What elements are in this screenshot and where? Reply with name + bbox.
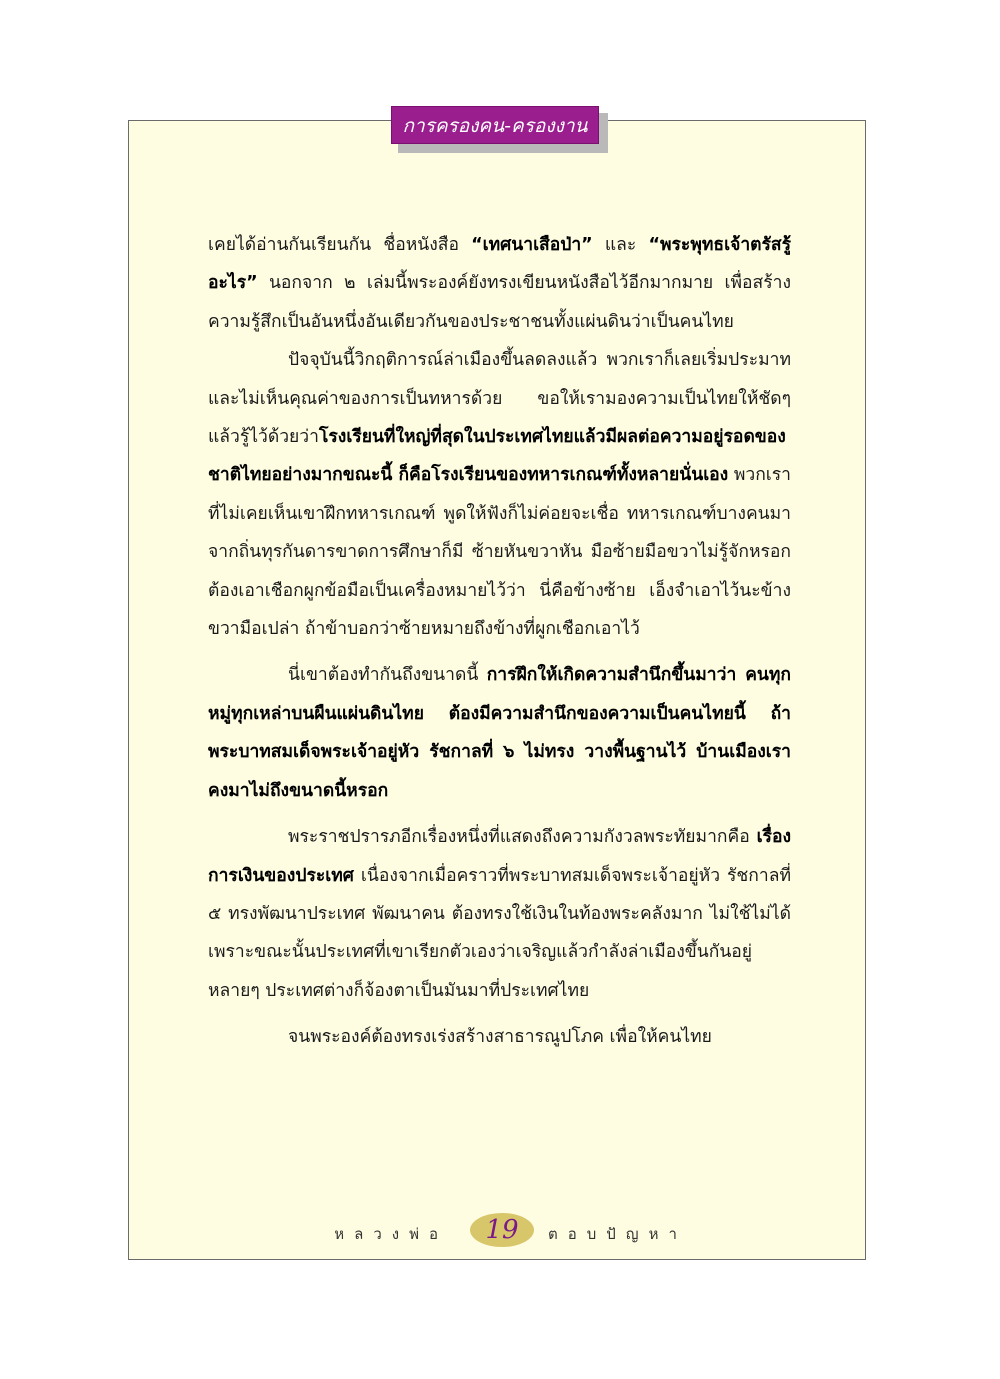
text-segment: นี่เขาต้องทำกันถึงขนาดนี้ xyxy=(288,665,487,686)
bold-text-segment: โรงเรียนที่ใหญ่ที่สุดในประเทศไทยแล้วมีผลต่อความอยู่รอดของชาติไทยอย่างมากขณะนี้ ก็คือโรงเรียนของทหารเกณฑ์ทั้งหลายนั่นเอง xyxy=(208,427,786,486)
paragraph xyxy=(208,1018,791,1056)
text-segment: และ xyxy=(592,235,649,255)
chapter-title-tab: การครองคน-ครองงาน xyxy=(391,106,599,144)
bold-text-segment: เรื่องการเงินของประเทศ xyxy=(208,827,791,886)
page-footer xyxy=(128,1212,866,1252)
paragraph xyxy=(208,226,791,341)
footer-right-label: ตอบปัญหา xyxy=(548,1225,687,1243)
paragraph xyxy=(208,341,791,648)
page-number: 19 xyxy=(470,1213,534,1247)
bold-text-segment: การฝึกให้เกิดความสำนึกขึ้นมาว่า คนทุกหมู่ทุกเหล่าบนผืนแผ่นดินไทย ต้องมีความสำนึกของความเป็นคนไทยนี้ ถ้าพระบาทสมเด็จพระเจ้าอยู่หัว รัชกาลที่ ๖ ไม่ทรง วางพื้นฐานไว้ บ้านเมืองเราคงมาไม่ถึงขนาดนี้หรอก xyxy=(208,665,791,801)
text-segment: พวกเราที่ไม่เคยเห็นเขาฝึกทหารเกณฑ์ พูดให้ฟังก็ไม่ค่อยจะเชื่อ ทหารเกณฑ์บางคนมาจากถิ่นทุรกันดารขาดการศึกษาก็มี ซ้ายหันขวาหัน มือซ้ายมือขวาไม่รู้จักหรอก ต้องเอาเชือกผูกข้อมือเป็นเครื่องหมายไว้ว่า นี่คือข้างซ้าย เอ็งจำเอาไว้นะข้างขวามือเปล่า ถ้าข้าบอกว่าซ้ายหมายถึงข้างที่ผูกเชือกเอาไว้ xyxy=(208,465,791,640)
body-text xyxy=(208,226,791,1057)
text-segment: นอกจาก ๒ เล่มนี้พระองค์ยังทรงเขียนหนังสือไว้อีกมากมาย เพื่อสร้างความรู้สึกเป็นอันหนึ่งอันเดียวกันของประชาชนทั้งแผ่นดินว่าเป็นคนไทย xyxy=(208,273,791,332)
text-segment: เคยได้อ่านกันเรียนกัน ชื่อหนังสือ xyxy=(208,235,472,255)
text-segment: เนื่องจากเมื่อคราวที่พระบาทสมเด็จพระเจ้าอยู่หัว รัชกาลที่ ๕ ทรงพัฒนาประเทศ พัฒนาคน ต้องทรงใช้เงินในท้องพระคลังมาก ไม่ใช้ไม่ได้ เพราะขณะนั้นประเทศที่เขาเรียกตัวเองว่าเจริญแล้วกำลังล่าเมืองขึ้นกันอยู่ หลายๆ ประเทศต่างก็จ้องตาเป็นมันมาที่ประเทศไทย xyxy=(208,865,791,1001)
footer-left-label: หลวงพ่อ xyxy=(334,1225,448,1243)
text-segment: ปัจจุบันนี้วิกฤติการณ์ล่าเมืองขึ้นลดลงแล้ว พวกเราก็เลยเริ่มประมาทและไม่เห็นคุณค่าของการเป็นทหารด้วย ขอให้เรามองความเป็นไทยให้ชัดๆ แล้วรู้ไว้ด้วยว่า xyxy=(208,350,791,448)
paragraph xyxy=(208,656,791,810)
paragraph xyxy=(208,818,791,1010)
text-segment: จนพระองค์ต้องทรงเร่งสร้างสาธารณูปโภค เพื่อให้คนไทย xyxy=(288,1027,712,1048)
bold-text-segment: “พระพุทธเจ้าตรัสรู้อะไร” xyxy=(208,235,791,294)
text-segment: พระราชปรารภอีกเรื่องหนึ่งที่แสดงถึงความกังวลพระทัยมากคือ xyxy=(288,827,757,848)
bold-text-segment: “เทศนาเสือป่า” xyxy=(471,235,593,255)
